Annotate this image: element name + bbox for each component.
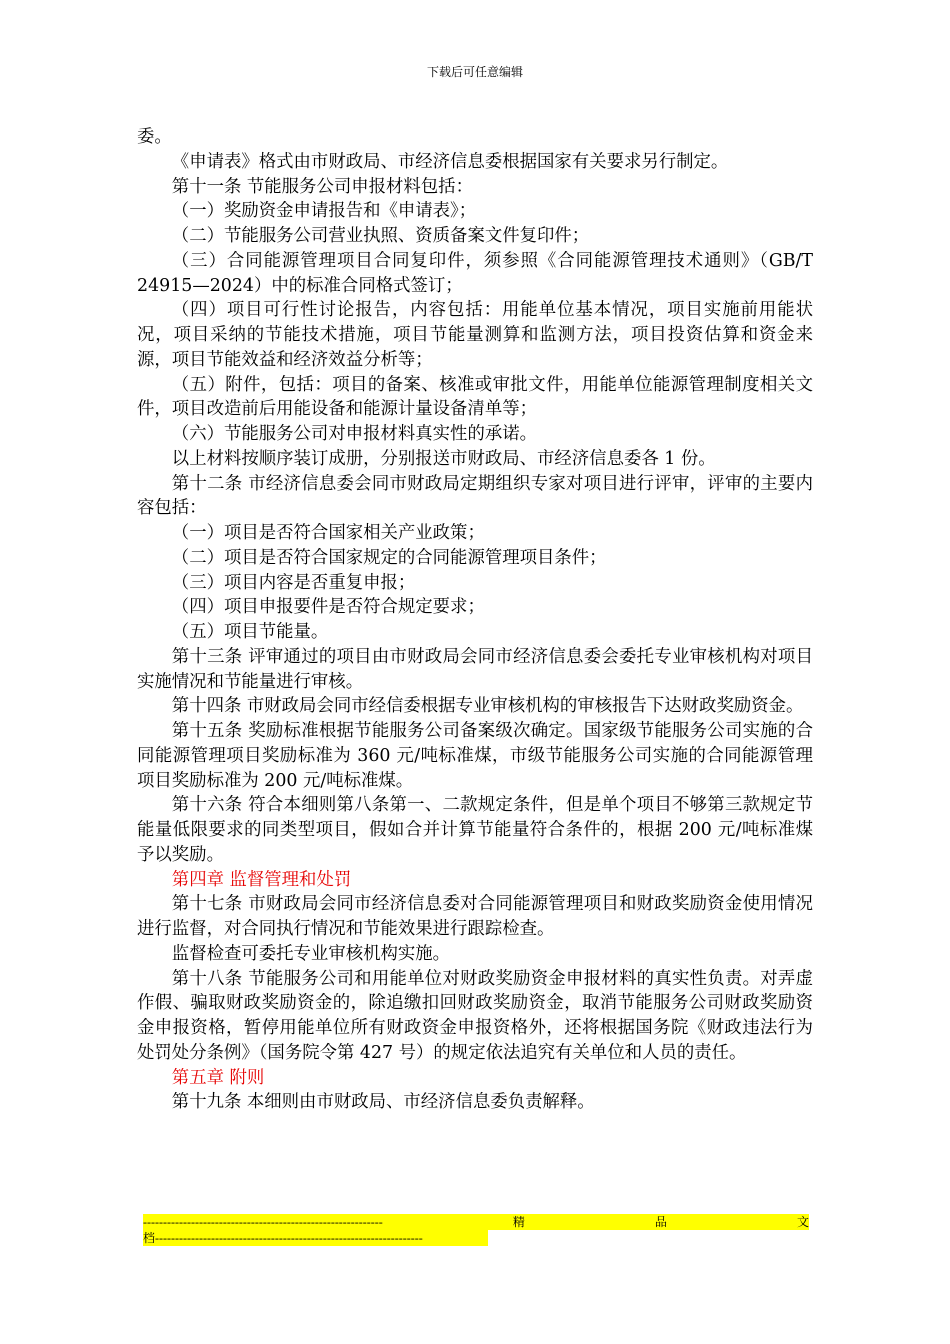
paragraph: 第十七条 市财政局会同市经济信息委对合同能源管理项目和财政奖励资金使用情况进行监督，对合同执行情况和节能效果进行跟踪检查。 <box>137 894 813 939</box>
chapter-heading: 第五章 附则 <box>171 1067 265 1088</box>
paragraph: 第十二条 市经济信息委会同市财政局定期组织专家对项目进行评审，评审的主要内容包括： <box>137 473 813 519</box>
footer-char-jing: 精 <box>512 1215 525 1229</box>
paragraph: （四）项目可行性讨论报告，内容包括：用能单位基本情况，项目实施前用能状况，项目采纳的节能技术措施，项目节能量测算和监测方法，项目投资估算和资金来源，项目节能效益和经济效益分析等； <box>137 300 813 370</box>
paragraph: （三）项目内容是否重复申报； <box>171 572 416 593</box>
document-body <box>137 125 813 1115</box>
paragraph: 第十六条 符合本细则第八条第一、二款规定条件，但是单个项目不够第三款规定节能量低限要求的同类型项目，假如合并计算节能量符合条件的，根据 200 元/吨标准煤予以奖励。 <box>137 795 813 865</box>
chapter-heading: 第四章 监督管理和处罚 <box>171 869 352 890</box>
footer-char-wen: 文 <box>796 1215 809 1229</box>
footer-banner <box>143 1214 809 1250</box>
paragraph: 第十八条 节能服务公司和用能单位对财政奖励资金申报材料的真实性负责。对弄虚作假、骗取财政奖励资金的，除追缴扣回财政奖励资金，取消节能服务公司财政奖励资金申报资格，暂停用能单位所有财政资金申报资格外，还将根据国务院《财政违法行为处罚处分条例》（国务院令第 427 号）的规定依法追究有关单位和人员的责任。 <box>137 968 813 1063</box>
footer-line-1 <box>143 1214 809 1230</box>
paragraph: 第十五条 奖励标准根据节能服务公司备案级次确定。国家级节能服务公司实施的合同能源管理项目奖励标准为 360 元/吨标准煤，市级节能服务公司实施的合同能源管理项目奖励标准为 200 元/吨标准煤。 <box>137 721 813 791</box>
footer-dashes: ------------------------------------------------------------ <box>143 1215 383 1229</box>
paragraph: （二）项目是否符合国家规定的合同能源管理项目条件； <box>171 547 607 568</box>
paragraph: 以上材料按顺序装订成册，分别报送市财政局、市经济信息委各 1 份。 <box>171 448 716 469</box>
footer-line-2: 档------------------------------------------------------------------- <box>143 1230 488 1246</box>
paragraph: （一）项目是否符合国家相关产业政策； <box>171 523 485 543</box>
paragraph: （三）合同能源管理项目合同复印件，须参照《合同能源管理技术通则》（GB/T 24915—2024）中的标准合同格式签订； <box>137 250 813 296</box>
paragraph: 委。 <box>137 127 172 147</box>
paragraph: 《申请表》格式由市财政局、市经济信息委根据国家有关要求另行制定。 <box>171 151 729 172</box>
paragraph: 第十三条 评审通过的项目由市财政局会同市经济信息委会委托专业审核机构对项目实施情况和节能量进行审核。 <box>137 646 813 692</box>
paragraph: （五）附件，包括：项目的备案、核准或审批文件，用能单位能源管理制度相关文件，项目改造前后用能设备和能源计量设备清单等； <box>137 374 813 420</box>
paragraph: 第十九条 本细则由市财政局、市经济信息委负责解释。 <box>171 1092 595 1113</box>
paragraph: （四）项目申报要件是否符合规定要求； <box>171 597 485 618</box>
paragraph: 监督检查可委托专业审核机构实施。 <box>171 943 451 964</box>
footer-char-pin: 品 <box>654 1215 667 1229</box>
paragraph: 第十四条 市财政局会同市经信委根据专业审核机构的审核报告下达财政奖励资金。 <box>171 696 804 717</box>
paragraph: 第十一条 节能服务公司申报材料包括： <box>171 176 473 197</box>
paragraph: （六）节能服务公司对申报材料真实性的承诺。 <box>171 424 538 444</box>
paragraph: （五）项目节能量。 <box>171 622 329 642</box>
paragraph: （一）奖励资金申请报告和《申请表》； <box>171 201 477 222</box>
paragraph: （二）节能服务公司营业执照、资质备案文件复印件； <box>171 226 590 246</box>
page-header: 下载后可任意编辑 <box>426 65 523 79</box>
